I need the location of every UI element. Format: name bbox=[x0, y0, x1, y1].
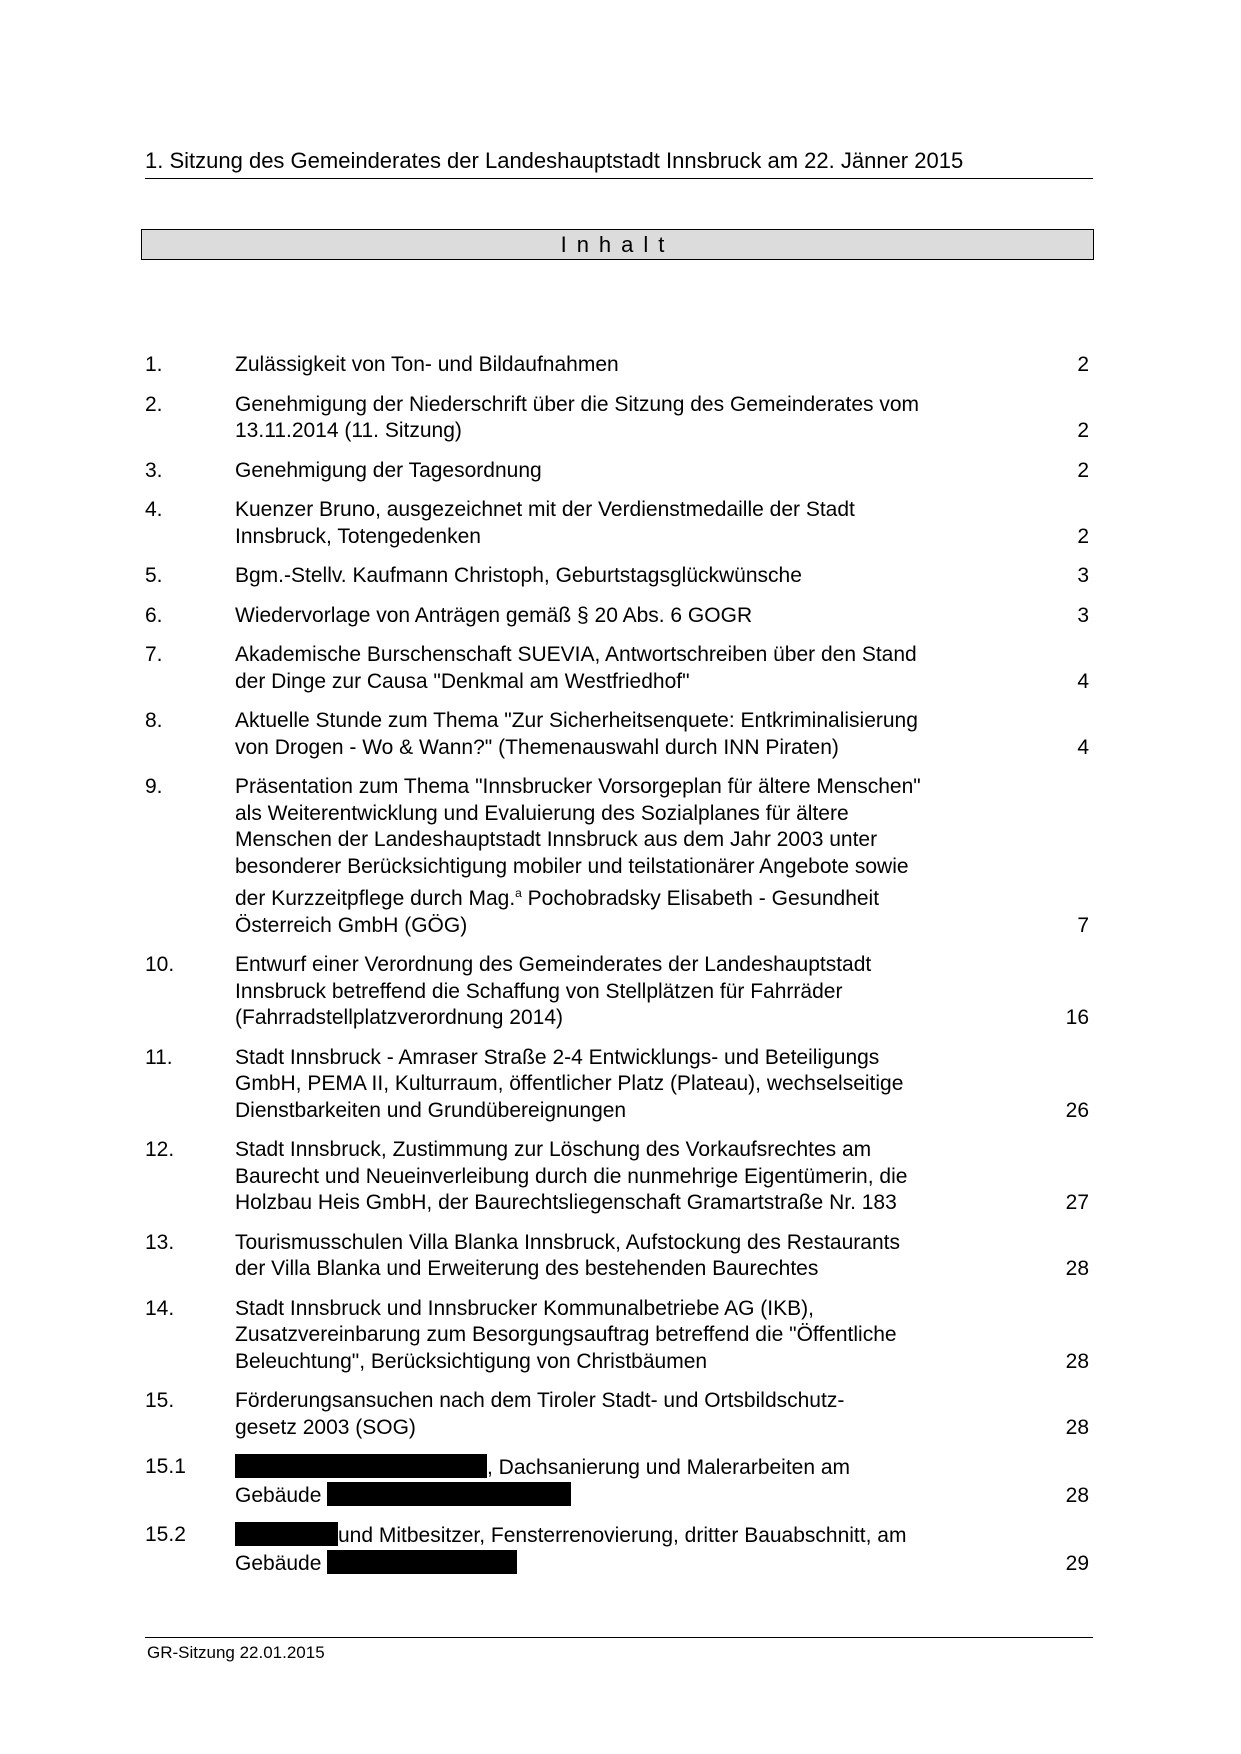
toc-page-number: 26 bbox=[1065, 1098, 1089, 1122]
toc-title bbox=[235, 952, 1005, 1032]
toc-title bbox=[235, 392, 1005, 445]
toc-number: 5. bbox=[145, 564, 163, 587]
toc-title-line: Stadt Innsbruck und Innsbrucker Kommunalbetriebe AG (IKB), bbox=[235, 1296, 814, 1320]
toc-number: 14. bbox=[145, 1296, 175, 1320]
toc-title-line: 13.11.2014 (11. Sitzung) bbox=[235, 419, 462, 442]
toc-page-number: 2 bbox=[1077, 458, 1089, 482]
toc-title bbox=[235, 603, 1005, 630]
toc-title-line bbox=[235, 1522, 1005, 1550]
toc-item-1[interactable] bbox=[145, 352, 1095, 379]
toc-title bbox=[235, 1454, 1005, 1509]
inhalt-heading: Inhalt bbox=[141, 229, 1094, 260]
toc-number: 9. bbox=[145, 775, 163, 798]
toc-page-number: 29 bbox=[1065, 1551, 1089, 1575]
toc-title bbox=[235, 642, 1005, 695]
toc-title bbox=[235, 1388, 1005, 1441]
toc-item-6[interactable] bbox=[145, 603, 1095, 630]
page-footer: GR-Sitzung 22.01.2015 bbox=[147, 1643, 325, 1662]
toc-title bbox=[235, 1296, 1005, 1376]
toc-number: 13. bbox=[145, 1230, 175, 1254]
toc-item-11[interactable] bbox=[145, 1045, 1095, 1125]
toc-title-line: Bgm.-Stellv. Kaufmann Christoph, Geburtstagsglückwünsche bbox=[235, 564, 802, 587]
toc-title-line: Genehmigung der Niederschrift über die Sitzung des Gemeinderates vom bbox=[235, 392, 920, 416]
toc-page-number: 2 bbox=[1077, 524, 1089, 548]
toc-page-number: 27 bbox=[1065, 1191, 1089, 1214]
toc-number: 10. bbox=[145, 953, 175, 976]
superscript: a bbox=[515, 886, 522, 900]
toc-title-line: Dienstbarkeiten und Grundübereignungen bbox=[235, 1098, 627, 1122]
toc-number: 11. bbox=[145, 1045, 173, 1069]
toc-title-segment: und Mitbesitzer, Fensterrenovierung, dritter Bauabschnitt, am bbox=[338, 1524, 907, 1547]
toc-title-line: der Dinge zur Causa "Denkmal am Westfriedhof" bbox=[235, 669, 690, 693]
toc-title-line: Förderungsansuchen nach dem Tiroler Stadt- und Ortsbildschutz- bbox=[235, 1389, 845, 1412]
toc-title-line: Entwurf einer Verordnung des Gemeinderates der Landeshauptstadt bbox=[235, 953, 872, 976]
toc-page-number: 7 bbox=[1077, 913, 1089, 937]
toc-title-line: Präsentation zum Thema "Innsbrucker Vorsorgeplan für ältere Menschen" bbox=[235, 775, 921, 798]
toc-page-number: 28 bbox=[1065, 1349, 1089, 1373]
toc-title-line bbox=[235, 880, 1005, 913]
toc-item-15[interactable] bbox=[145, 1388, 1095, 1441]
toc-item-14[interactable] bbox=[145, 1296, 1095, 1376]
toc-title-line: Innsbruck, Totengedenken bbox=[235, 524, 481, 548]
toc-item-2[interactable] bbox=[145, 392, 1095, 445]
toc-title bbox=[235, 1137, 1005, 1217]
toc-page-number: 28 bbox=[1065, 1257, 1089, 1280]
toc-number: 3. bbox=[145, 458, 163, 482]
toc-number: 4. bbox=[145, 498, 163, 521]
toc-page-number: 2 bbox=[1077, 353, 1089, 376]
toc-item-3[interactable] bbox=[145, 458, 1095, 485]
toc-item-5[interactable] bbox=[145, 563, 1095, 590]
toc-title-segment: Pochobradsky Elisabeth - Gesundheit bbox=[521, 887, 880, 910]
toc-number: 15. bbox=[145, 1389, 175, 1412]
toc-title-line bbox=[235, 1550, 1005, 1578]
toc-page-number: 28 bbox=[1065, 1415, 1089, 1439]
toc-title-line: Holzbau Heis GmbH, der Baurechtsliegenschaft Gramartstraße Nr. 183 bbox=[235, 1191, 897, 1214]
toc-page-number: 4 bbox=[1077, 735, 1089, 759]
toc-number: 6. bbox=[145, 603, 163, 627]
toc-item-4[interactable] bbox=[145, 497, 1095, 550]
toc-item-15-2[interactable] bbox=[145, 1522, 1095, 1577]
toc-item-15-1[interactable] bbox=[145, 1454, 1095, 1509]
toc-title-line: (Fahrradstellplatzverordnung 2014) bbox=[235, 1006, 564, 1029]
toc-title bbox=[235, 563, 1005, 590]
toc-title-line: Genehmigung der Tagesordnung bbox=[235, 458, 542, 482]
toc-page-number: 3 bbox=[1077, 564, 1089, 587]
toc-title-segment: der Kurzzeitpflege durch Mag. bbox=[235, 887, 516, 910]
toc-item-13[interactable] bbox=[145, 1230, 1095, 1283]
page-header: 1. Sitzung des Gemeinderates der Landeshauptstadt Innsbruck am 22. Jänner 2015 bbox=[145, 148, 1093, 179]
toc-title-segment: , Dachsanierung und Malerarbeiten am bbox=[487, 1456, 851, 1479]
toc-number: 12. bbox=[145, 1138, 175, 1161]
table-of-contents bbox=[145, 352, 1095, 1590]
toc-title bbox=[235, 458, 1005, 485]
toc-title-segment: Gebäude bbox=[235, 1483, 328, 1507]
toc-page-number: 16 bbox=[1065, 1006, 1089, 1029]
toc-title bbox=[235, 352, 1005, 379]
toc-title-line: gesetz 2003 (SOG) bbox=[235, 1415, 416, 1439]
toc-number: 2. bbox=[145, 392, 163, 416]
toc-title-line bbox=[235, 1482, 1005, 1510]
toc-title-line: Tourismusschulen Villa Blanka Innsbruck, Aufstockung des Restaurants bbox=[235, 1230, 900, 1254]
toc-title bbox=[235, 1522, 1005, 1577]
toc-item-8[interactable] bbox=[145, 708, 1095, 761]
toc-title-line bbox=[235, 1454, 1005, 1482]
toc-title bbox=[235, 1045, 1005, 1125]
redaction-block bbox=[235, 1454, 487, 1478]
toc-title-line: Menschen der Landeshauptstadt Innsbruck aus dem Jahr 2003 unter bbox=[235, 828, 878, 851]
toc-title-line: Österreich GmbH (GÖG) bbox=[235, 913, 468, 937]
toc-title-line: der Villa Blanka und Erweiterung des bestehenden Baurechtes bbox=[235, 1257, 819, 1280]
toc-page-number: 28 bbox=[1065, 1483, 1089, 1507]
toc-title-line: Zusatzvereinbarung zum Besorgungsauftrag betreffend die "Öffentliche bbox=[235, 1323, 897, 1346]
toc-title-line: Zulässigkeit von Ton- und Bildaufnahmen bbox=[235, 353, 619, 376]
toc-page-number: 3 bbox=[1077, 603, 1089, 627]
toc-title-line: Beleuchtung", Berücksichtigung von Christbäumen bbox=[235, 1349, 708, 1373]
toc-title-line: Baurecht und Neueinverleibung durch die nunmehrige Eigentümerin, die bbox=[235, 1164, 908, 1188]
toc-title-line: von Drogen - Wo & Wann?" (Themenauswahl durch INN Piraten) bbox=[235, 735, 839, 759]
toc-number: 1. bbox=[145, 353, 163, 376]
toc-page-number: 2 bbox=[1077, 419, 1089, 442]
toc-title-line: Aktuelle Stunde zum Thema "Zur Sicherheitsenquete: Entkriminalisierung bbox=[235, 709, 918, 732]
toc-title-line: Stadt Innsbruck - Amraser Straße 2-4 Entwicklungs- und Beteiligungs bbox=[235, 1045, 880, 1069]
toc-number: 15.2 bbox=[145, 1523, 186, 1546]
toc-title-line: Innsbruck betreffend die Schaffung von Stellplätzen für Fahrräder bbox=[235, 979, 843, 1003]
toc-item-7[interactable] bbox=[145, 642, 1095, 695]
toc-title-line: GmbH, PEMA II, Kulturraum, öffentlicher Platz (Plateau), wechselseitige bbox=[235, 1072, 904, 1095]
footer-divider bbox=[145, 1637, 1093, 1638]
toc-title-line: Kuenzer Bruno, ausgezeichnet mit der Verdienstmedaille der Stadt bbox=[235, 498, 855, 521]
toc-title-line: Akademische Burschenschaft SUEVIA, Antwortschreiben über den Stand bbox=[235, 643, 917, 666]
toc-title-line: Wiedervorlage von Anträgen gemäß § 20 Abs. 6 GOGR bbox=[235, 603, 753, 627]
toc-title bbox=[235, 708, 1005, 761]
redaction-block bbox=[327, 1550, 517, 1574]
toc-number: 15.1 bbox=[145, 1455, 186, 1478]
toc-item-9[interactable] bbox=[145, 774, 1095, 939]
redaction-block bbox=[327, 1482, 571, 1506]
toc-title bbox=[235, 1230, 1005, 1283]
toc-title-line: besonderer Berücksichtigung mobiler und teilstationärer Angebote sowie bbox=[235, 854, 909, 878]
toc-title-line: als Weiterentwicklung und Evaluierung des Sozialplanes für ältere bbox=[235, 801, 849, 825]
toc-title bbox=[235, 774, 1005, 939]
toc-item-12[interactable] bbox=[145, 1137, 1095, 1217]
toc-page-number: 4 bbox=[1077, 669, 1089, 693]
redaction-block bbox=[235, 1522, 338, 1546]
toc-title-segment: Gebäude bbox=[235, 1551, 328, 1575]
toc-number: 8. bbox=[145, 709, 163, 732]
toc-item-10[interactable] bbox=[145, 952, 1095, 1032]
toc-number: 7. bbox=[145, 643, 163, 666]
toc-title bbox=[235, 497, 1005, 550]
toc-title-line: Stadt Innsbruck, Zustimmung zur Löschung des Vorkaufsrechtes am bbox=[235, 1138, 872, 1161]
